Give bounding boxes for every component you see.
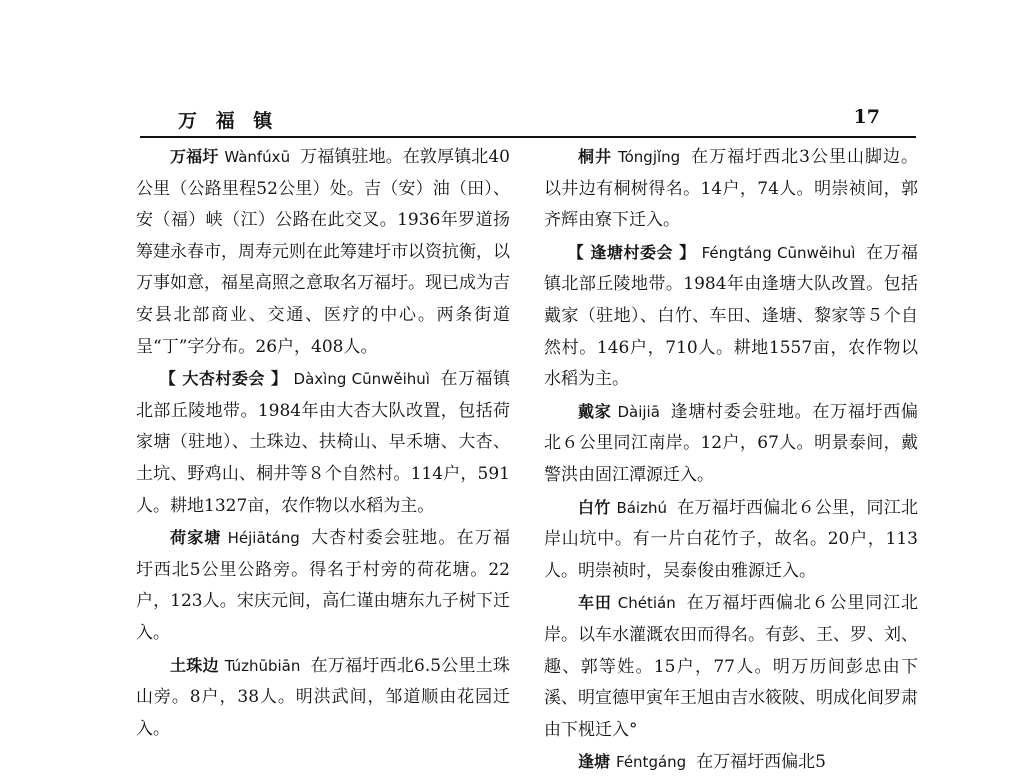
entry-text: 在万福圩西偏北5 xyxy=(696,752,827,773)
entry-text: 在万福镇北部丘陵地带。1984年由大杏大队改置，包括荷家塘（驻地）、土珠边、扶椅山、早禾塘、大杏、土坑、野鸡山、桐井等８个自然村。114户，591人。耕地1327亩，农作物以水稻为主。 xyxy=(136,369,511,516)
entry-term: 桐井 xyxy=(578,147,612,166)
entry-daxing-committee xyxy=(136,363,510,522)
entry-hejiatang xyxy=(136,522,510,649)
entry-pinyin: Wànfúxū xyxy=(224,148,291,166)
page-header xyxy=(140,102,916,132)
entry-pinyin: Tóngjǐng xyxy=(618,148,681,166)
entry-text: 逢塘村委会驻地。在万福圩西偏北６公里同江南岸。12户，67人。明景泰间，戴警洪由固江潭源迁入。 xyxy=(544,401,918,485)
entry-text: 在万福圩西偏北６公里同江北岸。以车水灌溉农田而得名。有彭、王、罗、刘、趣、郭等姓。15户，77人。明万历间彭忠由下溪、明宣德甲寅年王旭由吉水筱陂、明成化间罗肃由下枧迁入° xyxy=(544,593,918,740)
entry-term: 车田 xyxy=(578,593,612,613)
entry-pinyin: Dàijiā xyxy=(617,402,660,421)
entry-pinyin: Túzhūbiān xyxy=(224,656,301,675)
entry-baizhu xyxy=(544,492,918,588)
entry-term: 土珠边 xyxy=(170,655,219,675)
entry-term: 荷家塘 xyxy=(170,528,222,548)
left-column xyxy=(136,141,510,745)
entry-daijia xyxy=(544,396,918,492)
entry-term: 【 逢塘村委会 】 xyxy=(567,242,696,262)
right-column xyxy=(544,141,918,779)
entry-wanfuxu xyxy=(136,141,510,363)
entry-pinyin: Féngtáng Cūnwěihuì xyxy=(701,243,856,262)
entry-tongjing xyxy=(544,141,918,237)
entry-chetian xyxy=(544,587,918,746)
entry-fengtang-committee xyxy=(544,237,918,396)
entry-term: 戴家 xyxy=(578,401,612,421)
entry-pinyin: Báizhú xyxy=(616,498,667,517)
header-rule xyxy=(140,136,916,138)
running-head: 万 福 镇 xyxy=(178,110,279,132)
entry-text: 在万福镇北部丘陵地带。1984年由逢塘大队改置。包括戴家（驻地）、白竹、车田、逢塘、黎家等５个自然村。146户，710人。耕地1557亩，农作物以水稻为主。 xyxy=(544,242,918,390)
entry-fengtang xyxy=(544,746,918,779)
entry-text: 大杏村委会驻地。在万福圩西北5公里公路旁。得名于村旁的荷花塘。22户，123人。宋庆元间，高仁谨由塘东九子树下迁入。 xyxy=(136,528,510,643)
entry-pinyin: Dàxìng Cūnwěihuì xyxy=(293,370,430,389)
entry-text: 万福镇驻地。在敦厚镇北40公里（公路里程52公里）处。吉（安）油（田）、安（福）峡（江）公路在此交叉。1936年罗道扬筹建永春市，周寿元则在此筹建圩市以资抗衡，以万事如意，福星高照之意取名万福圩。现已成为吉安县北部商业、交通、医疗的中心。两条街道呈“丁”字分布。26户，408人。 xyxy=(136,147,510,357)
entry-tuzhubian xyxy=(136,650,510,746)
entry-text: 在万福圩西北6.5公里土珠山旁。8户，38人。明洪武间，邹道顺由花园迁入。 xyxy=(136,655,510,739)
page-number: 17 xyxy=(853,106,880,128)
entry-term: 万福圩 xyxy=(170,147,219,166)
entry-text: 在万福圩西北3公里山脚边。以井边有桐树得名。14户，74人。明崇祯间，郭齐辉由寮下迁入。 xyxy=(544,147,918,231)
entry-pinyin: Héjiātáng xyxy=(227,529,300,548)
entry-term: 逢塘 xyxy=(578,752,611,772)
entry-term: 白竹 xyxy=(578,497,611,517)
entry-text: 在万福圩西偏北６公里，同江北岸山坑中。有一片白花竹子，故名。20户，113人。明崇祯时，吴泰俊由雅源迁入。 xyxy=(544,497,918,581)
entry-pinyin: Chétián xyxy=(617,594,676,613)
entry-term: 【 大杏村委会 】 xyxy=(159,369,288,389)
entry-pinyin: Féntgáng xyxy=(616,753,687,772)
